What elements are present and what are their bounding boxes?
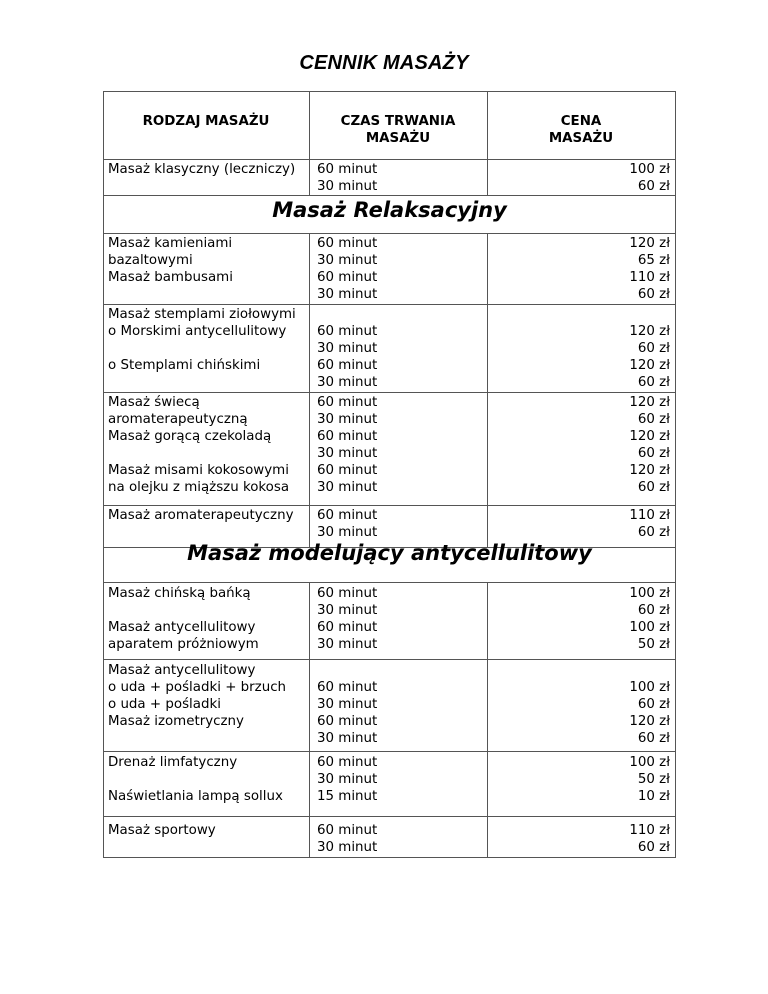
column-divider	[309, 582, 310, 857]
row-price: 120 zł 60 zł 120 zł 60 zł	[629, 324, 670, 390]
section-modeling: Masaż modelujący antycellulitowy	[187, 541, 592, 565]
price-table	[103, 91, 676, 857]
row-name: Masaż chińską bańką Masaż antycellulitowy aparatem próżniowym	[108, 586, 259, 652]
row-price: 100 zł 60 zł	[629, 162, 670, 194]
row-time: 60 minut 30 minut	[317, 162, 378, 194]
row-price: 110 zł 60 zł	[629, 823, 670, 855]
table-border-top	[103, 91, 676, 92]
header-type: RODZAJ MASAŻU	[142, 114, 270, 129]
row-price: 100 zł 60 zł 120 zł 60 zł	[629, 680, 670, 746]
header-duration: CZAS TRWANIA MASAŻU	[340, 114, 456, 146]
column-divider	[309, 233, 310, 547]
row-time: 60 minut 30 minut 60 minut 30 minut	[317, 236, 378, 302]
row-name: Masaż aromaterapeutyczny	[108, 508, 294, 523]
row-divider	[103, 659, 676, 660]
table-border-bottom	[103, 857, 676, 858]
row-time: 60 minut 30 minut	[317, 823, 378, 855]
row-divider	[103, 816, 676, 817]
row-price: 120 zł 60 zł 120 zł 60 zł 120 zł 60 zł	[629, 395, 670, 495]
row-divider	[103, 582, 676, 583]
row-time: 60 minut 30 minut 15 minut	[317, 755, 378, 804]
row-divider	[103, 304, 676, 305]
row-time: 60 minut 30 minut 60 minut 30 minut	[317, 680, 378, 746]
row-divider	[103, 392, 676, 393]
row-time: 60 minut 30 minut 60 minut 30 minut	[317, 324, 378, 390]
row-name: Masaż kamieniami bazaltowymi Masaż bambusami	[108, 236, 233, 285]
column-divider	[487, 233, 488, 547]
row-divider	[103, 233, 676, 234]
row-time: 60 minut 30 minut 60 minut 30 minut 60 minut 30 minut	[317, 395, 378, 495]
row-divider	[103, 505, 676, 506]
row-time: 60 minut 30 minut	[317, 508, 378, 540]
row-name: Masaż klasyczny (leczniczy)	[108, 162, 296, 177]
column-divider	[487, 582, 488, 857]
row-name: Drenaż limfatyczny Naświetlania lampą sollux	[108, 755, 283, 804]
row-time: 60 minut 30 minut 60 minut 30 minut	[317, 586, 378, 652]
row-name: Masaż sportowy	[108, 823, 216, 838]
row-name: Masaż antycellulitowy o uda + pośladki + brzuch o uda + pośladki Masaż izometryczny	[108, 663, 287, 729]
row-price: 100 zł 60 zł 100 zł 50 zł	[629, 586, 670, 652]
row-name: Masaż świecą aromaterapeutyczną Masaż gorącą czekoladą Masaż misami kokosowymi na olejku z miąższu kokosa	[108, 395, 290, 495]
row-divider	[103, 751, 676, 752]
row-divider	[103, 195, 676, 196]
page-title: CENNIK MASAŻY	[299, 52, 469, 74]
section-relaxing: Masaż Relaksacyjny	[272, 198, 507, 222]
header-price: CENA MASAŻU	[548, 114, 614, 146]
row-price: 100 zł 50 zł 10 zł	[629, 755, 670, 804]
row-price: 120 zł 65 zł 110 zł 60 zł	[629, 236, 670, 302]
row-price: 110 zł 60 zł	[629, 508, 670, 540]
row-divider	[103, 159, 676, 160]
row-name: Masaż stemplami ziołowymi o Morskimi antycellulitowy o Stemplami chińskimi	[108, 307, 296, 373]
